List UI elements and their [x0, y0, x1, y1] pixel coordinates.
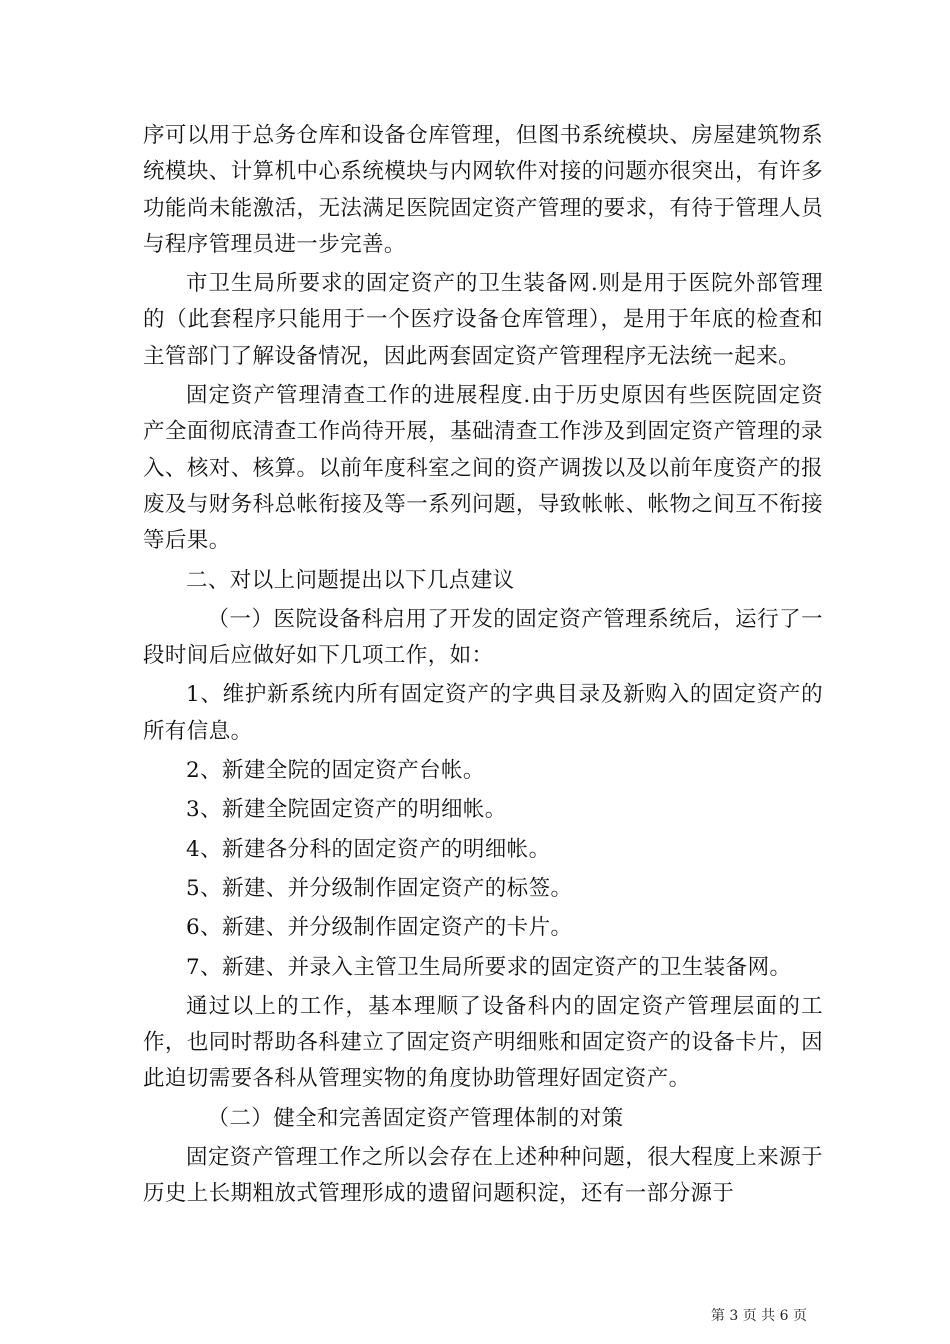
list-item: 3、新建全院固定资产的明细帐。	[186, 797, 507, 823]
paragraph-summary: 通过以上的工作，基本理顺了设备科内的固定资产管理层面的工作，也同时帮助各科建立了固定资产明细账和固定资产的设备卡片，因此迫切需要各科从管理实物的角度协助管理好固定资产。	[143, 993, 823, 1092]
list-item: 5、新建、并分级制作固定资产的标签。	[186, 875, 573, 901]
subsection-heading-1: （一）医院设备科启用了开发的固定资产管理系统后，运行了一段时间后应做好如下几项工作，如：	[143, 606, 823, 669]
list-item: 6、新建、并分级制作固定资产的卡片。	[186, 915, 573, 941]
body-text	[143, 118, 823, 1213]
section-heading-suggestions: 二、对以上问题提出以下几点建议	[186, 567, 515, 593]
subsection-heading-2: （二）健全和完善固定资产管理体制的对策	[207, 1105, 624, 1131]
paragraph-continuation: 序可以用于总务仓库和设备仓库管理，但图书系统模块、房屋建筑物系统模块、计算机中心系统模块与内网软件对接的问题亦很突出，有许多功能尚未能激活，无法满足医院固定资产管理的要求，有待于管理人员与程序管理员进一步完善。	[143, 123, 823, 257]
list-item: 1、维护新系统内所有固定资产的字典目录及新购入的固定资产的所有信息。	[143, 682, 823, 744]
list-item: 4、新建各分科的固定资产的明细帐。	[186, 836, 551, 862]
page-number: 第 3 页 共 6 页	[710, 1308, 807, 1324]
paragraph-health-bureau-network: 市卫生局所要求的固定资产的卫生装备网.则是用于医院外部管理的（此套程序只能用于一个医疗设备仓库管理），是用于年底的检查和主管部门了解设备情况，因此两套固定资产管理程序无法统一起来。	[143, 271, 823, 369]
list-item: 2、新建全院的固定资产台帐。	[186, 758, 485, 784]
paragraph-inventory-progress: 固定资产管理清查工作的进展程度.由于历史原因有些医院固定资产全面彻底清查工作尚待开展，基础清查工作涉及到固定资产管理的录入、核对、核算。以前年度科室之间的资产调拨以及以前年度资产的报废及与财务科总帐衔接及等一系列问题，导致帐帐、帐物之间互不衔接等后果。	[143, 383, 823, 554]
list-item: 7、新建、并录入主管卫生局所要求的固定资产的卫生装备网。	[186, 954, 792, 980]
paragraph-causes: 固定资产管理工作之所以会存在上述种种问题，很大程度上来源于历史上长期粗放式管理形成的遗留问题积淀，还有一部分源于	[143, 1145, 823, 1207]
